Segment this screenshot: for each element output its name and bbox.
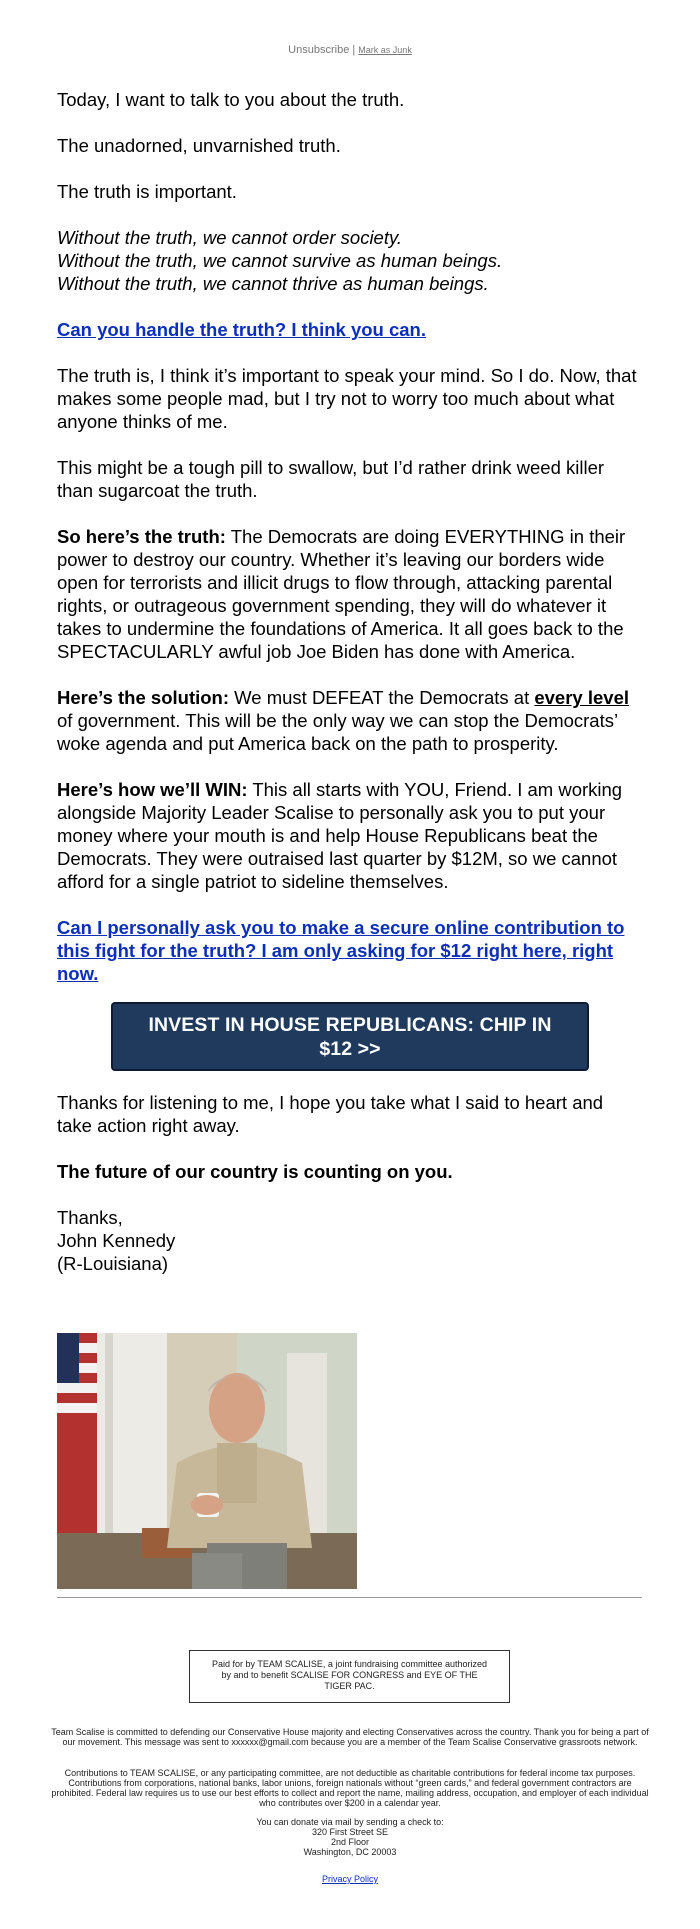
contribute-link[interactable]: Can I personally ask you to make a secure online contribution to this fight for the truth? I am only asking for $12 right here, right now. [57, 917, 625, 984]
cta-wrap [57, 1002, 643, 1071]
paragraph-truth [57, 525, 643, 663]
solution-text-a: We must DEFEAT the Democrats at [229, 687, 535, 708]
paragraph-speak-mind: The truth is, I think it’s important to speak your mind. So I do. Now, that makes some people mad, but I try not to worry too much about what anyone thinks of me. [57, 365, 637, 432]
paragraph-solution [57, 686, 643, 755]
future-statement: The future of our country is counting on you. [57, 1161, 453, 1182]
address-line-1: 320 First Street SE [311, 1827, 389, 1837]
mark-as-junk-link[interactable]: Mark as Junk [358, 45, 412, 55]
italic-block [57, 226, 643, 295]
paragraph-win [57, 778, 643, 893]
solution-every-level: every level [534, 687, 630, 708]
link-paragraph-2 [57, 916, 643, 985]
footer-committed: Team Scalise is committed to defending our Conservative House majority and electing Conservatives across the country. Thank you for being a part of our movement. This message was sent to xxxxxx@gmail.com because you are a member of the Team Scalise Conservative grassroots network. [51, 1727, 649, 1747]
solution-text-b: of government. This will be the only way we can stop the Democrats’ woke agenda and put America back on the path to prosperity. [57, 710, 618, 754]
win-lead: Here’s how we’ll WIN: [57, 779, 248, 800]
unsubscribe-text[interactable]: Unsubscribe [288, 44, 350, 56]
footer-mail [50, 1817, 650, 1857]
signature-party: (R-Louisiana) [57, 1253, 169, 1274]
italic-line-3: Without the truth, we cannot thrive as human beings. [57, 273, 489, 294]
signature-thanks: Thanks, [57, 1207, 123, 1228]
link-paragraph-1 [57, 318, 643, 341]
chip-in-button[interactable]: INVEST IN HOUSE REPUBLICANS: CHIP IN $12 >> [111, 1002, 589, 1071]
italic-line-2: Without the truth, we cannot survive as human beings. [57, 250, 503, 271]
paragraph-thanks: Thanks for listening to me, I hope you take what I said to heart and take action right away. [57, 1092, 604, 1136]
signature [57, 1206, 643, 1275]
signature-name: John Kennedy [57, 1230, 176, 1251]
separator: | [352, 44, 356, 56]
paragraph-important: The truth is important. [57, 181, 237, 202]
win-text: This all starts with YOU, Friend. I am working alongside Majority Leader Scalise to personally ask you to put your money where your mouth is and help House Republicans beat the Democrats. They were outraised last quarter by $12M, so we cannot afford for a single patriot to sideline themselves. [57, 779, 623, 892]
senator-photo [57, 1333, 357, 1589]
truth-lead: So here’s the truth: [57, 526, 226, 547]
privacy-policy-link[interactable]: Privacy Policy [321, 1874, 378, 1884]
footer-privacy [50, 1874, 650, 1884]
address-line-3: Washington, DC 20003 [303, 1847, 397, 1857]
footer-divider [57, 1597, 642, 1598]
paragraph-intro: Today, I want to talk to you about the truth. [57, 89, 405, 110]
truth-text: The Democrats are doing EVERYTHING in their power to destroy our country. Whether it’s leaving our borders wide open for terrorists and illicit drugs to flow through, attacking parental rights, or outrageous government spending, they will do whatever it takes to undermine the foundations of America. It all goes back to the SPECTACULARLY awful job Joe Biden has done with America. [57, 526, 626, 662]
footer-contributions: Contributions to TEAM SCALISE, or any participating committee, are not deductible as charitable contributions for federal income tax purposes. Contributions from corporations, national banks, labor unions, foreign nationals without “green cards,” and federal government contractors are prohibited. Federal law requires us to use our best efforts to collect and report the name, mailing address, occupation, and employer of each individual who contributes over $200 in a calendar year. [51, 1768, 649, 1808]
email-body [57, 88, 643, 1298]
italic-line-1: Without the truth, we cannot order society. [57, 227, 402, 248]
paragraph-pill: This might be a tough pill to swallow, but I’d rather drink weed killer than sugarcoat the truth. [57, 457, 605, 501]
solution-lead: Here’s the solution: [57, 687, 230, 708]
paid-for-box: Paid for by TEAM SCALISE, a joint fundraising committee authorized by and to benefit SCALISE FOR CONGRESS and EYE OF THE TIGER PAC. [189, 1650, 510, 1703]
handle-truth-link[interactable]: Can you handle the truth? I think you can. [57, 319, 426, 340]
email-header-links [0, 44, 700, 56]
paragraph-unvarnished: The unadorned, unvarnished truth. [57, 135, 341, 156]
mail-instructions: You can donate via mail by sending a check to: [256, 1817, 444, 1827]
address-line-2: 2nd Floor [330, 1837, 370, 1847]
